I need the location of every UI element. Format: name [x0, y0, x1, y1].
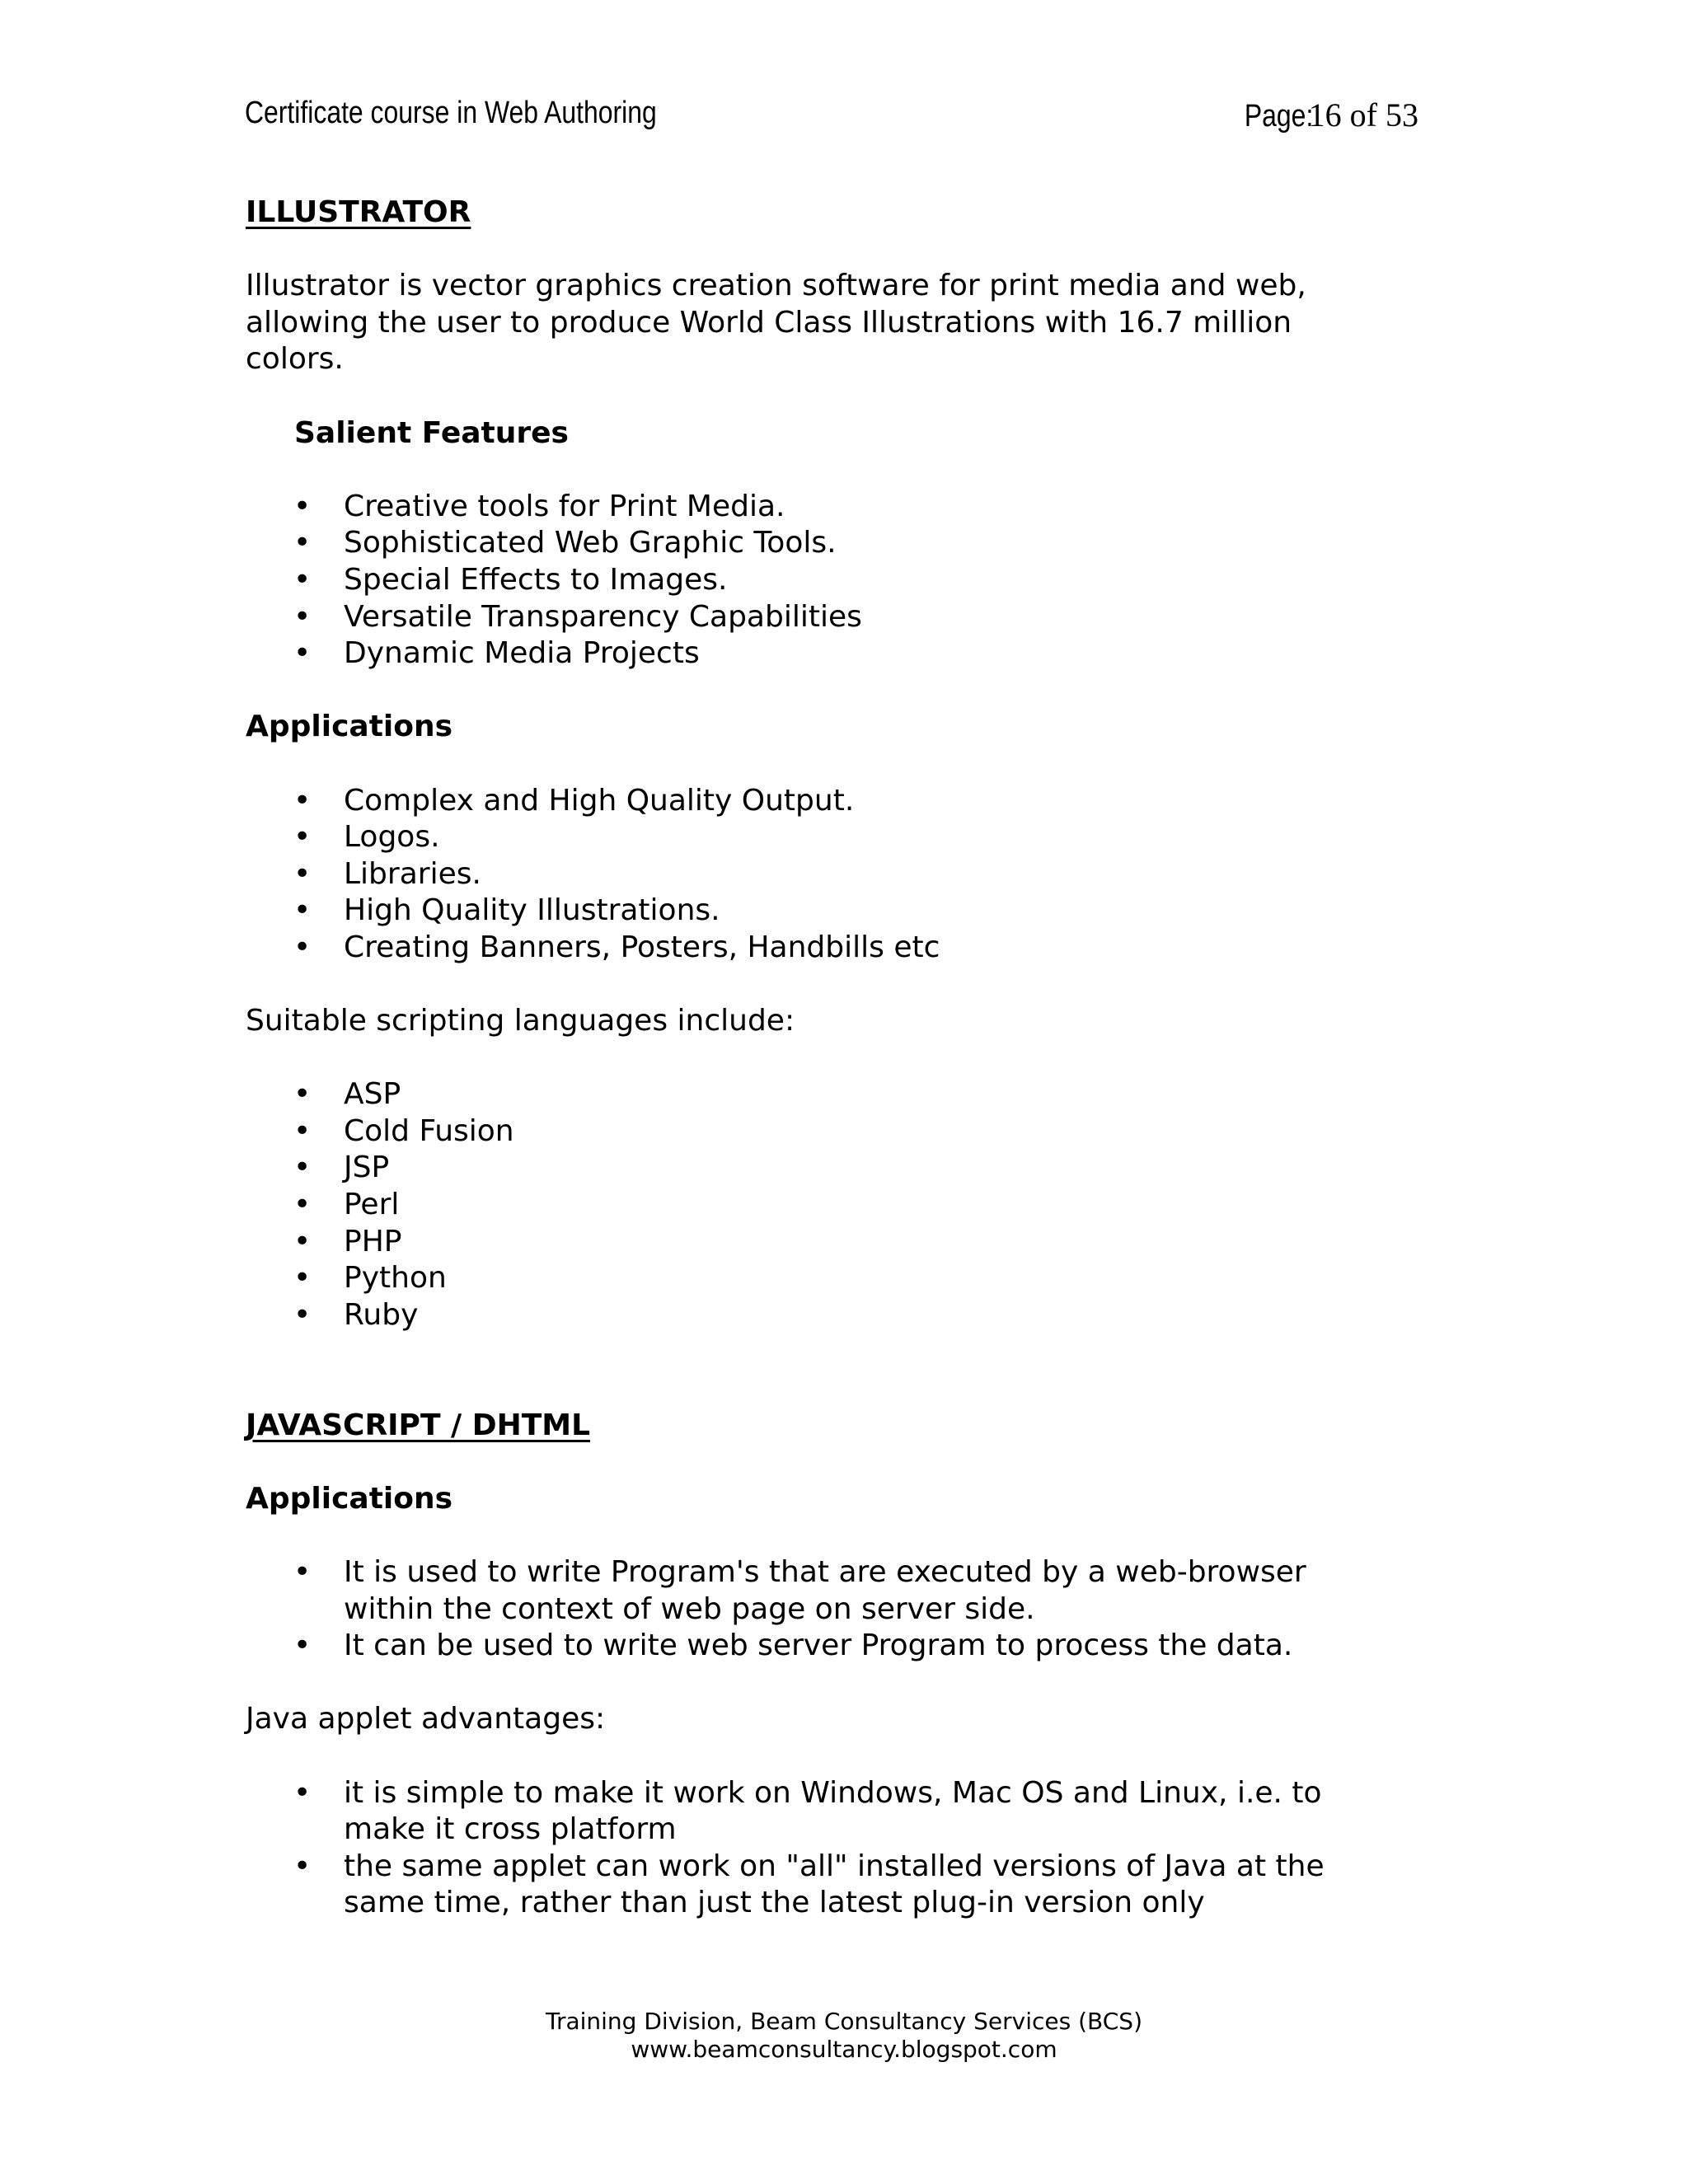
applet-advantages-list: [246, 1775, 1367, 1922]
list-item: [246, 1628, 1367, 1665]
list-item-line: It can be used to write web server Program to process the data.: [344, 1629, 1293, 1663]
list-item: • PHP: [246, 1224, 1482, 1261]
page-number-value: 16 of 53: [1308, 96, 1418, 134]
illustrator-applications-heading: Applications: [246, 710, 453, 744]
list-item: [246, 1849, 1367, 1922]
list-item-line: same time, rather than just the latest plug-in version only: [344, 1886, 1205, 1920]
list-item-line: it is simple to make it work on Windows, Mac OS and Linux, i.e. to: [344, 1775, 1322, 1810]
list-item: [246, 1554, 1367, 1628]
running-header-title: Certificate course in Web Authoring: [245, 96, 657, 130]
scripting-languages-list: [246, 1076, 1482, 1333]
list-item: • Special Effects to Images.: [246, 562, 1482, 599]
list-item: • Ruby: [246, 1297, 1482, 1334]
page-number: [1231, 96, 1418, 134]
salient-features-heading: Salient Features: [294, 415, 569, 450]
list-item-line: within the context of web page on server side.: [344, 1591, 1035, 1626]
intro-line: Illustrator is vector graphics creation software for print media and web,: [246, 269, 1306, 303]
list-item: • High Quality Illustrations.: [246, 893, 1482, 930]
footer-organization: Training Division, Beam Consultancy Services (BCS): [545, 2008, 1143, 2035]
list-item: • Creating Banners, Posters, Handbills etc: [246, 930, 1482, 967]
javascript-heading: JAVASCRIPT / DHTML: [246, 1408, 591, 1442]
javascript-applications-heading: Applications: [246, 1481, 453, 1516]
list-item: • Python: [246, 1260, 1482, 1297]
list-item: • Cold Fusion: [246, 1113, 1482, 1151]
javascript-applications-list: [246, 1554, 1367, 1665]
scripting-intro: Suitable scripting languages include:: [246, 1004, 795, 1038]
features-list: [246, 489, 1482, 673]
list-item: • Creative tools for Print Media.: [246, 489, 1482, 526]
intro-line: allowing the user to produce World Class Illustrations with 16.7 million: [246, 305, 1292, 340]
list-item: [246, 1775, 1367, 1849]
list-item: • Libraries.: [246, 856, 1482, 893]
illustrator-intro: [246, 268, 1482, 378]
list-item: • Dynamic Media Projects: [246, 635, 1482, 673]
list-item: • Sophisticated Web Graphic Tools.: [246, 525, 1482, 562]
footer-website: www.beamconsultancy.blogspot.com: [631, 2036, 1057, 2063]
page-label: Page:: [1245, 99, 1314, 134]
list-item-line: make it cross platform: [344, 1812, 677, 1847]
page-footer: [0, 2008, 1688, 2064]
list-item: • ASP: [246, 1076, 1482, 1113]
list-item: • Logos.: [246, 819, 1482, 856]
intro-line: colors.: [246, 342, 344, 377]
list-item-line: the same applet can work on "all" installed versions of Java at the: [344, 1849, 1325, 1883]
list-item: • Perl: [246, 1187, 1482, 1224]
illustrator-applications-list: [246, 783, 1482, 967]
list-item: • Complex and High Quality Output.: [246, 783, 1482, 820]
document-body: [246, 194, 1482, 1922]
list-item: • JSP: [246, 1150, 1482, 1187]
list-item: • Versatile Transparency Capabilities: [246, 599, 1482, 636]
applet-intro: Java applet advantages:: [246, 1702, 606, 1736]
list-item-line: It is used to write Program's that are executed by a web-browser: [344, 1554, 1306, 1589]
illustrator-heading: ILLUSTRATOR: [246, 195, 471, 229]
